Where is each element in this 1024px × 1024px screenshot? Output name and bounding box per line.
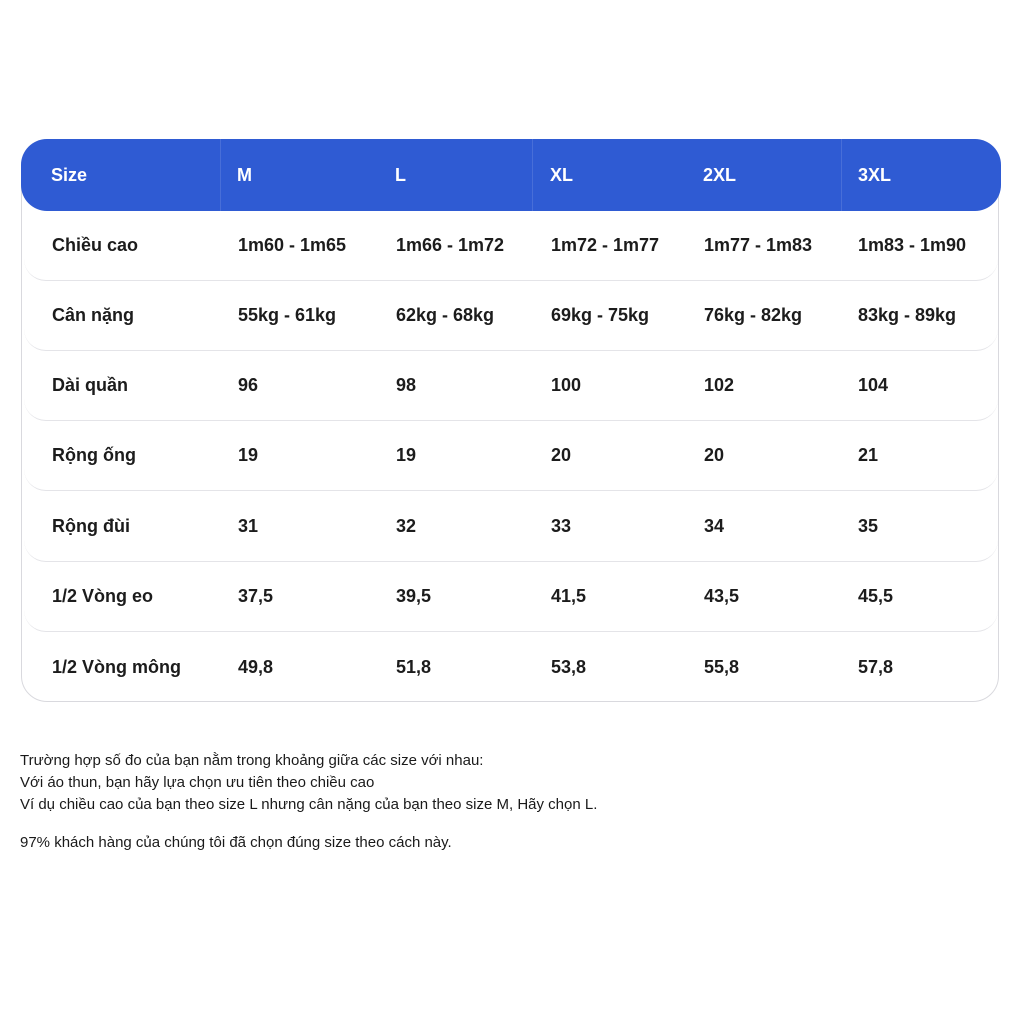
table-row — [24, 562, 998, 632]
row-label: Dài quần — [52, 375, 129, 395]
size-guide-notes — [20, 750, 1000, 854]
note-line: Với áo thun, bạn hãy lựa chọn ưu tiên theo chiều cao — [20, 774, 375, 791]
header-xl: XL — [550, 164, 574, 185]
table-cell: 102 — [704, 375, 735, 395]
table-cell: 51,8 — [396, 656, 432, 677]
table-cell: 49,8 — [238, 656, 274, 677]
table-row — [24, 492, 998, 562]
header-3xl: 3XL — [858, 164, 892, 185]
table-cell: 21 — [858, 445, 879, 465]
note-line: Trường hợp số đo của bạn nằm trong khoảng giữa các size với nhau: — [20, 752, 484, 769]
header-divider — [532, 139, 533, 211]
row-label: Rộng ống — [52, 445, 136, 465]
table-row — [24, 632, 998, 702]
row-label: Cân nặng — [52, 305, 135, 325]
table-cell: 20 — [704, 445, 725, 465]
table-cell: 55kg - 61kg — [238, 305, 337, 325]
header-divider — [220, 139, 221, 211]
header-divider — [841, 139, 842, 211]
row-label: Chiều cao — [52, 235, 139, 255]
table-cell: 1m60 - 1m65 — [238, 235, 347, 255]
table-cell: 96 — [238, 375, 259, 395]
table-row — [24, 351, 998, 421]
table-cell: 1m72 - 1m77 — [551, 235, 660, 255]
table-cell: 62kg - 68kg — [396, 305, 495, 325]
note-highlight: 97% khách hàng của chúng tôi đã chọn đúng size theo cách này. — [20, 834, 452, 851]
table-cell: 55,8 — [704, 656, 740, 677]
note-line: Ví dụ chiều cao của bạn theo size L nhưng cân nặng của bạn theo size M, Hãy chọn L. — [20, 796, 598, 813]
row-label: 1/2 Vòng eo — [52, 586, 154, 606]
row-label: Rộng đùi — [52, 516, 130, 536]
table-row — [24, 421, 998, 491]
table-header-row — [21, 139, 1001, 211]
table-cell: 100 — [551, 375, 582, 395]
row-label: 1/2 Vòng mông — [52, 656, 182, 677]
header-m: M — [237, 164, 252, 185]
header-size: Size — [51, 164, 88, 185]
table-cell: 45,5 — [858, 586, 894, 606]
table-row — [24, 211, 998, 281]
table-cell: 69kg - 75kg — [551, 305, 650, 325]
header-2xl: 2XL — [703, 164, 737, 185]
table-cell: 57,8 — [858, 656, 894, 677]
table-cell: 33 — [551, 516, 572, 536]
table-cell: 37,5 — [238, 586, 274, 606]
table-cell: 35 — [858, 516, 879, 536]
table-cell: 39,5 — [396, 586, 432, 606]
header-l: L — [395, 164, 406, 185]
table-cell: 83kg - 89kg — [858, 305, 957, 325]
table-cell: 104 — [858, 375, 889, 395]
table-cell: 1m83 - 1m90 — [858, 235, 967, 255]
table-cell: 19 — [396, 445, 417, 465]
table-cell: 98 — [396, 375, 417, 395]
table-cell: 20 — [551, 445, 572, 465]
table-cell: 31 — [238, 516, 259, 536]
table-cell: 53,8 — [551, 656, 587, 677]
table-cell: 41,5 — [551, 586, 587, 606]
table-cell: 76kg - 82kg — [704, 305, 803, 325]
table-cell: 32 — [396, 516, 417, 536]
size-chart-table — [21, 139, 999, 702]
table-cell: 1m66 - 1m72 — [396, 235, 505, 255]
table-cell: 43,5 — [704, 586, 740, 606]
table-cell: 1m77 - 1m83 — [704, 235, 813, 255]
table-row — [24, 281, 998, 351]
table-cell: 34 — [704, 516, 725, 536]
table-cell: 19 — [238, 445, 259, 465]
